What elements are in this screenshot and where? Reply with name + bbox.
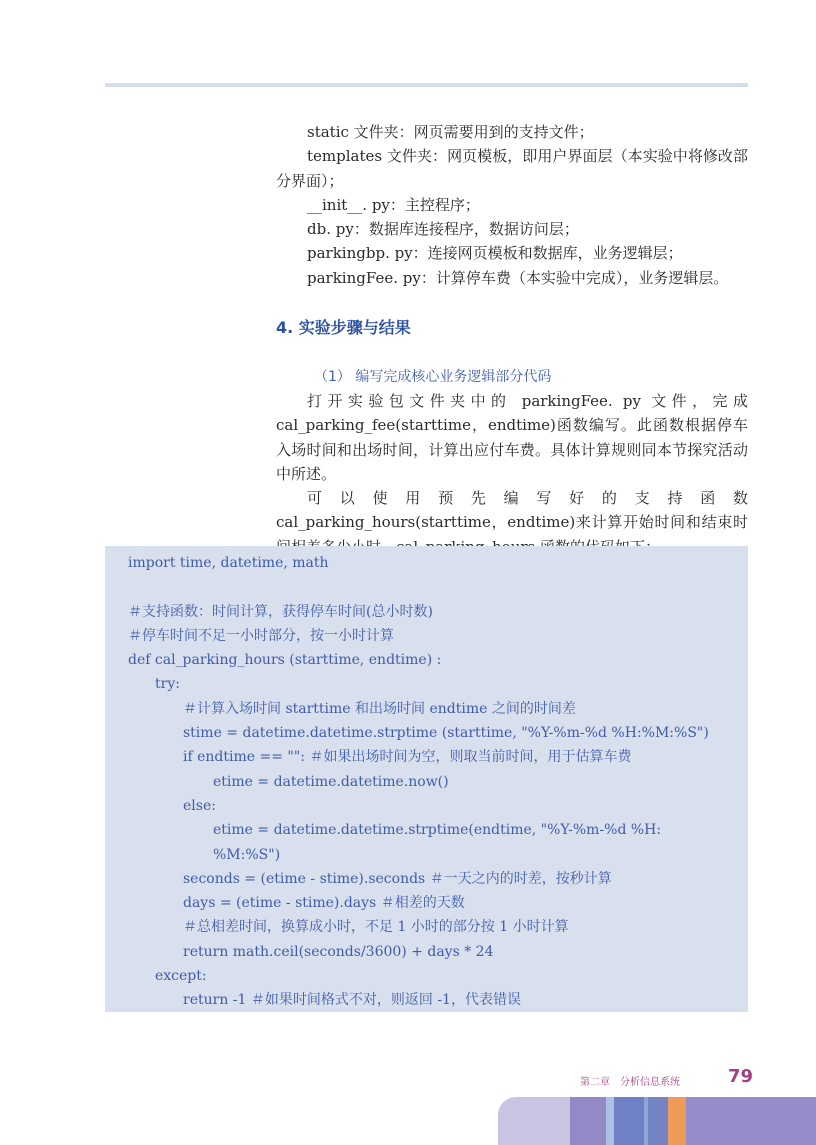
code-line: return -1 ＃如果时间格式不对，则返回 -1，代表错误	[183, 992, 521, 1009]
chapter-label: 第二章 分析信息系统	[580, 1077, 680, 1088]
section-heading: 4. 实验步骤与结果	[276, 318, 411, 337]
body-paragraphs	[276, 389, 748, 559]
file-desc-db: db. py：数据库连接程序，数据访问层；	[307, 220, 579, 239]
decorative-bar-slate	[648, 1097, 668, 1145]
top-rule	[105, 83, 748, 87]
code-line: else:	[183, 797, 216, 814]
code-line: seconds = (etime - stime).seconds ＃一天之内的时差，按秒计算	[183, 870, 612, 887]
paragraph-helper: 可以使用预先编写好的支持函数 cal_parking_hours(starttime，endtime)来计算开始时间和结束时	[276, 489, 748, 532]
code-comment: ＃停车时间不足一小时部分，按一小时计算	[128, 627, 394, 644]
decorative-bar-violet	[686, 1097, 816, 1145]
decorative-bar-purple	[570, 1097, 606, 1145]
file-desc-static: static 文件夹：网页需要用到的支持文件；	[307, 123, 594, 141]
code-line: import time, datetime, math	[128, 555, 329, 571]
code-line: except:	[155, 968, 207, 985]
code-line: etime = datetime.datetime.now()	[213, 773, 449, 790]
decorative-bar-lightblue	[606, 1097, 614, 1145]
code-line: stime = datetime.datetime.strptime (starttime, "%Y-%m-%d %H:%M:%S")	[183, 725, 709, 742]
page-number: 79	[728, 1066, 754, 1087]
code-line: try:	[155, 676, 180, 693]
decorative-bar-blue	[614, 1097, 644, 1145]
file-desc-parkingbp: parkingbp. py：连接网页模板和数据库，业务逻辑层；	[307, 244, 683, 263]
file-desc-templates: templates 文件夹：网页模板，即用户界面层（本实验中将修改部分界面）；	[276, 147, 748, 190]
code-comment: ＃计算入场时间 starttime 和出场时间 endtime 之间的时间差	[183, 700, 576, 717]
code-comment: ＃总相差时间，换算成小时，不足 1 小时的部分按 1 小时计算	[183, 919, 569, 936]
decorative-bar-lavender	[498, 1097, 570, 1145]
decorative-bar-orange	[668, 1097, 686, 1145]
code-listing	[128, 551, 728, 1013]
code-line: def cal_parking_hours (starttime, endtime) :	[128, 652, 442, 669]
code-line: if endtime == "": ＃如果出场时间为空，则取当前时间，用于估算车费	[183, 749, 632, 766]
subsection-heading: （1） 编写完成核心业务逻辑部分代码	[314, 369, 552, 385]
code-line: days = (etime - stime).days ＃相差的天数	[183, 895, 465, 912]
code-line	[128, 575, 728, 599]
file-description-list	[276, 120, 748, 290]
code-line: etime = datetime.datetime.strptime(endtime, "%Y-%m-%d %H:	[213, 822, 662, 839]
code-comment: ＃支持函数：时间计算，获得停车时间(总小时数)	[128, 603, 433, 620]
paragraph-task: 打开实验包文件夹中的 parkingFee. py 文件，完成 cal_parking_fee(starttime，endtime)函数编写。此函数根据停车入场时间和出场时间，计算出应付车费。具体计算规则同本节探究活动中所述。	[276, 392, 748, 483]
file-desc-init: __init__. py：主控程序；	[307, 195, 480, 214]
code-line: %M:%S")	[213, 846, 281, 863]
code-line: return math.ceil(seconds/3600) + days * 24	[183, 943, 494, 960]
file-desc-parkingfee: parkingFee. py：计算停车费（本实验中完成），业务逻辑层。	[307, 268, 729, 287]
